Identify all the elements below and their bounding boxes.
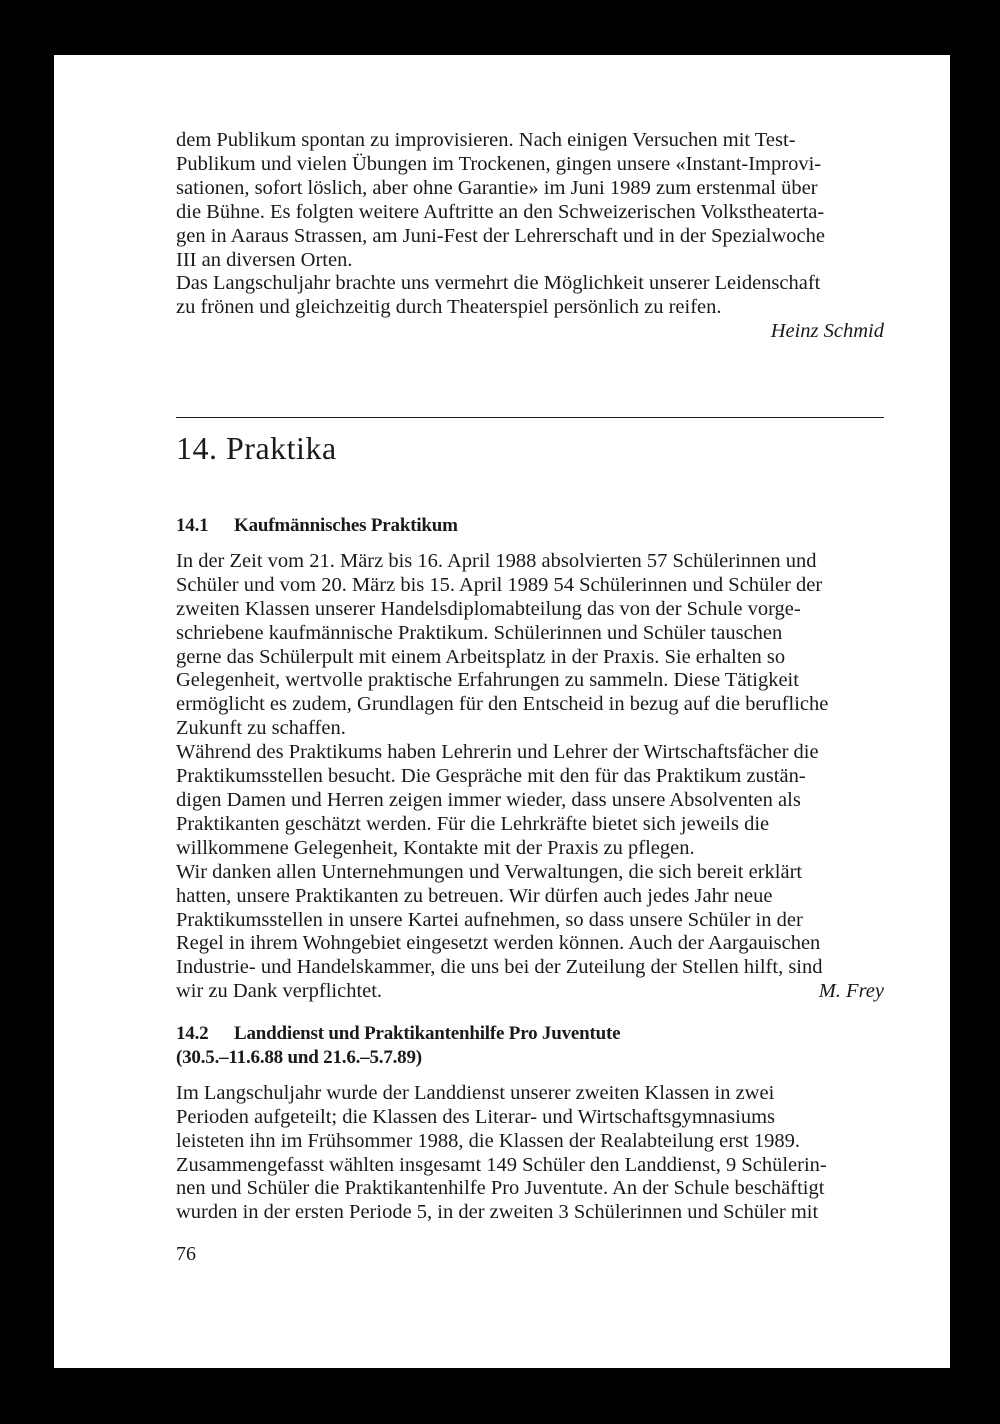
section-number: 14.1 [176, 515, 209, 536]
section-title: Landdienst und Praktikantenhilfe Pro Juventute [234, 1023, 621, 1044]
intro-paragraph [176, 129, 884, 320]
text-line: Publikum und vielen Übungen im Trockenen, gingen unsere «Instant-Improvi- [176, 152, 822, 175]
text-line: III an diversen Orten. [176, 248, 353, 271]
text-line: zu frönen und gleichzeitig durch Theaterspiel persönlich zu reifen. [176, 296, 722, 319]
text-line: Praktikumsstellen in unsere Kartei aufnehmen, so dass unsere Schüler in der [176, 908, 803, 931]
section-2 [176, 1022, 884, 1225]
author-signature: M. Frey [818, 980, 884, 1003]
text-line: Industrie- und Handelskammer, die uns bei der Zuteilung der Stellen hilft, sind [176, 956, 823, 979]
text-line: Regel in ihrem Wohngebiet eingesetzt werden können. Auch der Aargauischen [176, 932, 821, 955]
text-line: wurden in der ersten Periode 5, in der zweiten 3 Schülerinnen und Schüler mit [176, 1201, 819, 1224]
text-line: Gelegenheit, wertvolle praktische Erfahrungen zu sammeln. Diese Tätigkeit [176, 669, 799, 692]
chapter-divider [176, 417, 884, 418]
section-number: 14.2 [176, 1023, 209, 1044]
text-line [176, 980, 884, 1004]
text-line: Während des Praktikums haben Lehrerin und Lehrer der Wirtschaftsfächer die [176, 741, 819, 764]
text-line: In der Zeit vom 21. März bis 16. April 1988 absolvierten 57 Schülerinnen und [176, 549, 817, 572]
text-line: Zukunft zu schaffen. [176, 717, 346, 740]
text-line: willkommene Gelegenheit, Kontakte mit der Praxis zu pflegen. [176, 836, 695, 859]
text-line: Zusammengefasst wählten insgesamt 149 Schüler den Landdienst, 9 Schülerin- [176, 1153, 827, 1176]
intro-block [176, 129, 884, 344]
section-2-body [176, 1082, 884, 1225]
closing-text: wir zu Dank verpflichtet. [176, 980, 383, 1003]
text-line: gen in Aaraus Strassen, am Juni-Fest der Lehrerschaft und in der Spezialwoche [176, 224, 825, 247]
text-line: Wir danken allen Unternehmungen und Verwaltungen, die sich bereit erklärt [176, 860, 803, 883]
section-heading [176, 514, 884, 538]
text-line: die Bühne. Es folgten weitere Auftritte an den Schweizerischen Volkstheaterta- [176, 200, 825, 223]
text-line: dem Publikum spontan zu improvisieren. Nach einigen Versuchen mit Test- [176, 129, 796, 151]
author-signature: Heinz Schmid [770, 320, 884, 343]
text-line: gerne das Schülerpult mit einem Arbeitsplatz in der Praxis. Sie erhalten so [176, 645, 786, 668]
section-title: Kaufmännisches Praktikum [234, 515, 458, 536]
text-line: digen Damen und Herren zeigen immer wieder, dass unsere Absolventen als [176, 788, 801, 811]
text-line: hatten, unsere Praktikanten zu betreuen. Wir dürfen auch jedes Jahr neue [176, 884, 773, 907]
text-line: Praktikumsstellen besucht. Die Gespräche mit den für das Praktikum zustän- [176, 765, 806, 788]
chapter-title: 14. Praktika [176, 430, 337, 466]
text-line: Im Langschuljahr wurde der Landdienst unserer zweiten Klassen in zwei [176, 1081, 775, 1104]
document-page [54, 55, 950, 1368]
text-line: Praktikanten geschätzt werden. Für die Lehrkräfte bietet sich jeweils die [176, 812, 770, 835]
text-line: Perioden aufgeteilt; die Klassen des Literar- und Wirtschaftsgymnasiums [176, 1105, 775, 1128]
page-number: 76 [176, 1243, 196, 1265]
text-line: ermöglicht es zudem, Grundlagen für den Entscheid in bezug auf die berufliche [176, 693, 829, 716]
text-line: nen und Schüler die Praktikantenhilfe Pro Juventute. An der Schule beschäftigt [176, 1177, 825, 1200]
section-1 [176, 514, 884, 1004]
text-line: sationen, sofort löslich, aber ohne Garantie» im Juni 1989 zum erstenmal über [176, 176, 818, 199]
section-subtitle: (30.5.–11.6.88 und 21.6.–5.7.89) [176, 1046, 422, 1068]
text-line: Das Langschuljahr brachte uns vermehrt die Möglichkeit unserer Leidenschaft [176, 272, 821, 295]
text-line: zweiten Klassen unserer Handelsdiplomabteilung das von der Schule vorge- [176, 597, 801, 620]
section-1-body [176, 550, 884, 1004]
text-line: leisteten ihn im Frühsommer 1988, die Klassen der Realabteilung erst 1989. [176, 1129, 800, 1152]
section-heading [176, 1022, 884, 1046]
text-line: Schüler und vom 20. März bis 15. April 1989 54 Schülerinnen und Schüler der [176, 573, 823, 596]
text-line: schriebene kaufmännische Praktikum. Schülerinnen und Schüler tauschen [176, 621, 783, 644]
